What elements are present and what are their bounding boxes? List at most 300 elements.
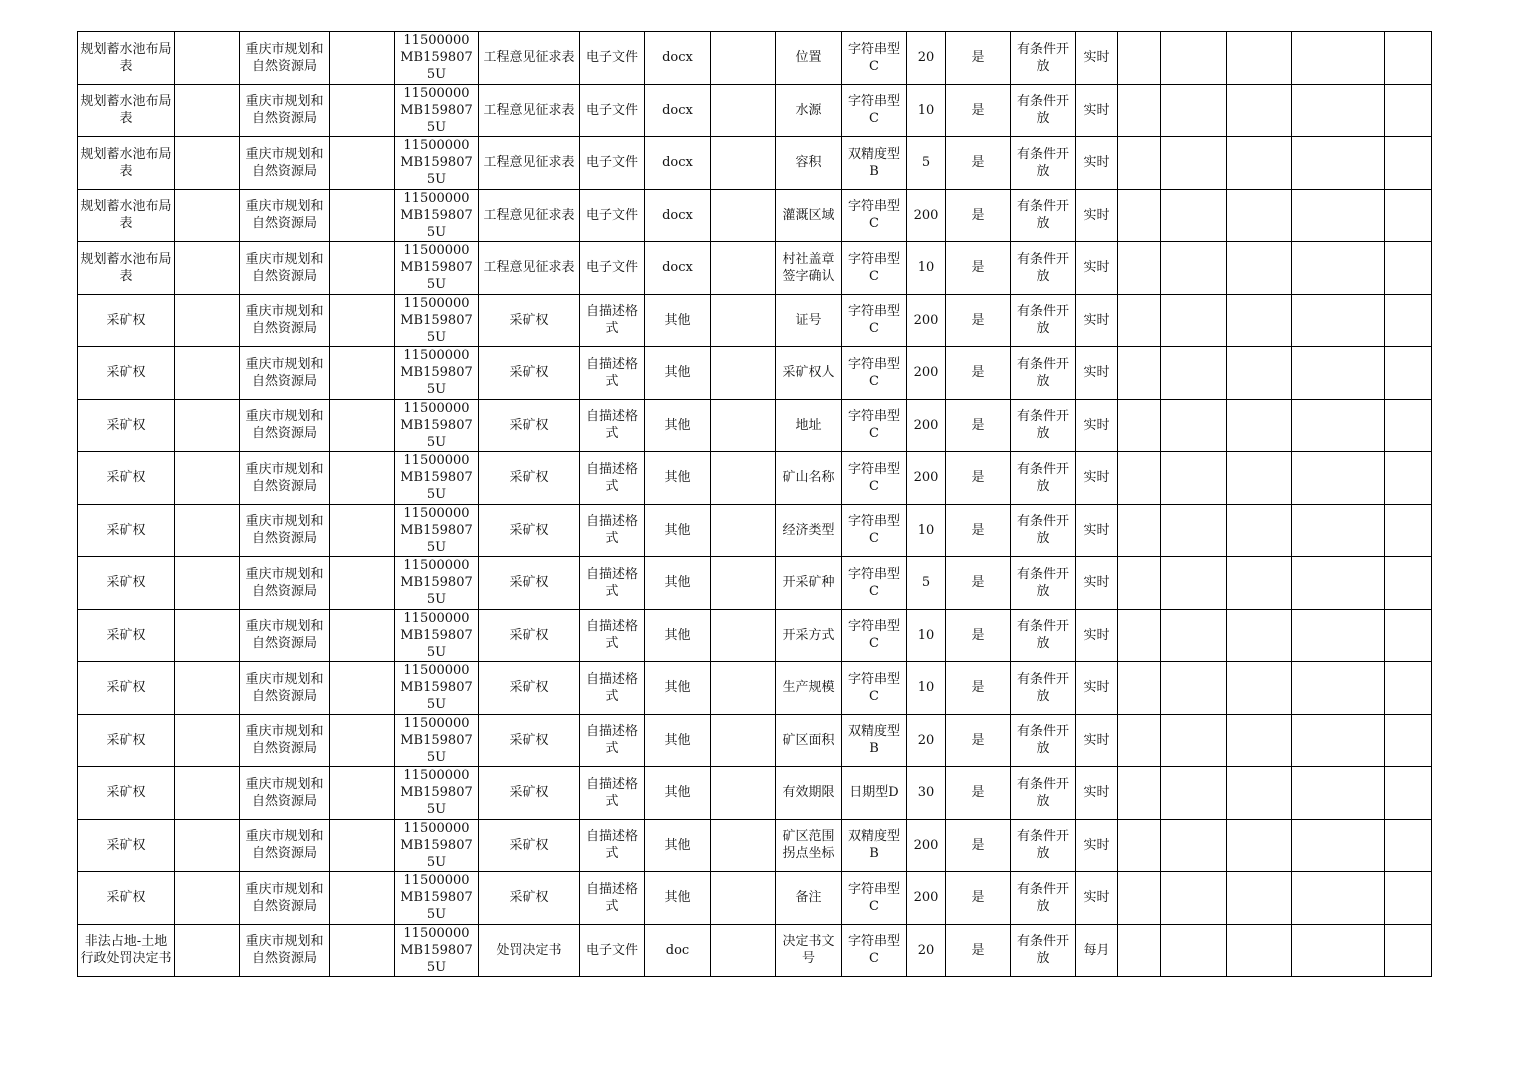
table-cell: 200 bbox=[907, 452, 946, 505]
table-cell bbox=[1227, 32, 1292, 85]
table-cell bbox=[1118, 872, 1161, 925]
table-row bbox=[78, 767, 1432, 820]
table-cell bbox=[1385, 714, 1432, 767]
table-cell bbox=[1385, 399, 1432, 452]
table-cell bbox=[1292, 452, 1385, 505]
table-cell: 采矿权 bbox=[479, 452, 580, 505]
table-cell bbox=[711, 452, 776, 505]
table-cell: 200 bbox=[907, 872, 946, 925]
table-cell bbox=[175, 819, 240, 872]
table-cell bbox=[1227, 189, 1292, 242]
table-cell bbox=[1118, 609, 1161, 662]
table-cell bbox=[1385, 819, 1432, 872]
table-cell: 采矿权 bbox=[479, 347, 580, 400]
table-cell bbox=[330, 242, 395, 295]
table-cell: 11500000MB1598075U bbox=[395, 504, 479, 557]
table-cell: docx bbox=[645, 32, 711, 85]
table-cell: 11500000MB1598075U bbox=[395, 347, 479, 400]
table-cell bbox=[1292, 399, 1385, 452]
table-cell bbox=[1161, 504, 1227, 557]
table-cell: 决定书文号 bbox=[776, 924, 842, 977]
table-cell bbox=[711, 294, 776, 347]
table-cell: 11500000MB1598075U bbox=[395, 714, 479, 767]
table-cell: 生产规模 bbox=[776, 662, 842, 715]
table-cell: 重庆市规划和自然资源局 bbox=[240, 609, 330, 662]
table-cell bbox=[330, 609, 395, 662]
table-cell bbox=[711, 399, 776, 452]
table-cell: 是 bbox=[946, 609, 1011, 662]
table-cell: 实时 bbox=[1076, 662, 1118, 715]
table-cell: 5 bbox=[907, 137, 946, 190]
table-cell: 重庆市规划和自然资源局 bbox=[240, 32, 330, 85]
table-cell bbox=[175, 294, 240, 347]
table-cell bbox=[1227, 347, 1292, 400]
table-cell: 实时 bbox=[1076, 819, 1118, 872]
table-cell bbox=[1292, 294, 1385, 347]
table-cell: 其他 bbox=[645, 819, 711, 872]
table-cell bbox=[1227, 504, 1292, 557]
table-cell bbox=[1227, 557, 1292, 610]
table-row bbox=[78, 714, 1432, 767]
table-cell bbox=[330, 504, 395, 557]
table-cell: 有条件开放 bbox=[1011, 294, 1076, 347]
table-cell: 每月 bbox=[1076, 924, 1118, 977]
table-cell bbox=[175, 347, 240, 400]
table-cell bbox=[1292, 714, 1385, 767]
table-cell bbox=[1118, 452, 1161, 505]
table-cell bbox=[1161, 84, 1227, 137]
table-cell: 重庆市规划和自然资源局 bbox=[240, 819, 330, 872]
table-cell: 采矿权 bbox=[479, 609, 580, 662]
table-cell bbox=[175, 84, 240, 137]
table-row bbox=[78, 609, 1432, 662]
table-cell: 重庆市规划和自然资源局 bbox=[240, 504, 330, 557]
table-row bbox=[78, 924, 1432, 977]
table-cell bbox=[175, 399, 240, 452]
table-cell bbox=[1292, 767, 1385, 820]
table-cell bbox=[1385, 924, 1432, 977]
table-cell bbox=[1385, 32, 1432, 85]
table-cell: 有条件开放 bbox=[1011, 137, 1076, 190]
table-cell: 电子文件 bbox=[580, 137, 645, 190]
table-cell: 11500000MB1598075U bbox=[395, 399, 479, 452]
table-cell bbox=[175, 137, 240, 190]
table-cell: 采矿权 bbox=[479, 294, 580, 347]
table-cell: 11500000MB1598075U bbox=[395, 924, 479, 977]
table-cell: 电子文件 bbox=[580, 84, 645, 137]
table-cell bbox=[711, 609, 776, 662]
table-cell bbox=[1227, 399, 1292, 452]
table-cell bbox=[1385, 662, 1432, 715]
table-cell bbox=[1161, 557, 1227, 610]
table-cell: 自描述格式 bbox=[580, 557, 645, 610]
table-cell: 开采方式 bbox=[776, 609, 842, 662]
table-cell bbox=[1292, 924, 1385, 977]
table-cell bbox=[175, 767, 240, 820]
table-cell: 有条件开放 bbox=[1011, 924, 1076, 977]
table-cell bbox=[175, 714, 240, 767]
table-cell: 自描述格式 bbox=[580, 767, 645, 820]
table-cell: 有条件开放 bbox=[1011, 609, 1076, 662]
table-cell: 重庆市规划和自然资源局 bbox=[240, 557, 330, 610]
table-cell bbox=[330, 767, 395, 820]
table-cell bbox=[330, 924, 395, 977]
table-cell: 11500000MB1598075U bbox=[395, 662, 479, 715]
table-cell: 5 bbox=[907, 557, 946, 610]
table-row bbox=[78, 557, 1432, 610]
table-cell: 实时 bbox=[1076, 504, 1118, 557]
table-cell bbox=[175, 662, 240, 715]
table-cell: 实时 bbox=[1076, 294, 1118, 347]
table-cell bbox=[1161, 242, 1227, 295]
table-cell: 字符串型C bbox=[842, 609, 907, 662]
table-cell bbox=[1292, 557, 1385, 610]
table-cell bbox=[711, 819, 776, 872]
table-cell bbox=[330, 189, 395, 242]
table-cell: 矿区范围拐点坐标 bbox=[776, 819, 842, 872]
table-cell bbox=[1161, 347, 1227, 400]
table-cell bbox=[1161, 924, 1227, 977]
table-cell bbox=[1227, 84, 1292, 137]
table-cell: 有条件开放 bbox=[1011, 504, 1076, 557]
table-cell: 有条件开放 bbox=[1011, 767, 1076, 820]
table-cell bbox=[330, 452, 395, 505]
table-cell: 200 bbox=[907, 189, 946, 242]
table-cell: 采矿权 bbox=[479, 399, 580, 452]
table-cell: 实时 bbox=[1076, 84, 1118, 137]
table-cell bbox=[711, 137, 776, 190]
table-cell bbox=[1118, 347, 1161, 400]
table-cell: 字符串型C bbox=[842, 84, 907, 137]
table-cell: 是 bbox=[946, 347, 1011, 400]
table-cell: 是 bbox=[946, 452, 1011, 505]
table-cell: 双精度型B bbox=[842, 137, 907, 190]
table-cell: 是 bbox=[946, 189, 1011, 242]
table-cell bbox=[1227, 662, 1292, 715]
table-cell bbox=[1161, 32, 1227, 85]
table-cell: 其他 bbox=[645, 767, 711, 820]
table-cell: 重庆市规划和自然资源局 bbox=[240, 452, 330, 505]
table-cell bbox=[1118, 242, 1161, 295]
table-cell: 双精度型B bbox=[842, 819, 907, 872]
table-cell: 实时 bbox=[1076, 452, 1118, 505]
table-cell bbox=[175, 557, 240, 610]
table-cell: 采矿权 bbox=[479, 767, 580, 820]
table-cell: 是 bbox=[946, 872, 1011, 925]
table-cell: 容积 bbox=[776, 137, 842, 190]
table-cell: 200 bbox=[907, 347, 946, 400]
table-cell: 自描述格式 bbox=[580, 609, 645, 662]
table-cell bbox=[711, 924, 776, 977]
table-cell: 字符串型C bbox=[842, 557, 907, 610]
table-cell: 是 bbox=[946, 924, 1011, 977]
table-cell bbox=[1292, 347, 1385, 400]
table-cell: 字符串型C bbox=[842, 294, 907, 347]
table-cell: 有条件开放 bbox=[1011, 32, 1076, 85]
table-cell: 采矿权 bbox=[78, 819, 175, 872]
table-cell: 实时 bbox=[1076, 242, 1118, 295]
table-cell: 自描述格式 bbox=[580, 347, 645, 400]
table-cell bbox=[330, 399, 395, 452]
table-cell bbox=[175, 32, 240, 85]
table-cell bbox=[1227, 924, 1292, 977]
table-cell bbox=[1161, 819, 1227, 872]
table-cell: 有条件开放 bbox=[1011, 872, 1076, 925]
table-cell: 规划蓄水池布局表 bbox=[78, 32, 175, 85]
table-cell: 其他 bbox=[645, 347, 711, 400]
table-cell: 200 bbox=[907, 399, 946, 452]
table-cell bbox=[1385, 137, 1432, 190]
table-cell bbox=[1227, 242, 1292, 295]
table-cell: 采矿权 bbox=[78, 872, 175, 925]
table-cell: 10 bbox=[907, 609, 946, 662]
table-cell bbox=[330, 32, 395, 85]
table-cell: 有条件开放 bbox=[1011, 242, 1076, 295]
table-cell: 工程意见征求表 bbox=[479, 32, 580, 85]
table-cell bbox=[1161, 452, 1227, 505]
table-cell: 采矿权 bbox=[78, 504, 175, 557]
table-cell: 重庆市规划和自然资源局 bbox=[240, 662, 330, 715]
table-cell bbox=[711, 557, 776, 610]
table-cell: 备注 bbox=[776, 872, 842, 925]
table-cell: 是 bbox=[946, 294, 1011, 347]
table-cell bbox=[711, 714, 776, 767]
table-cell: 灌溉区域 bbox=[776, 189, 842, 242]
table-cell bbox=[1118, 189, 1161, 242]
table-cell bbox=[711, 242, 776, 295]
table-cell bbox=[1292, 662, 1385, 715]
table-cell bbox=[1118, 137, 1161, 190]
table-cell: 村社盖章签字确认 bbox=[776, 242, 842, 295]
table-cell bbox=[1385, 504, 1432, 557]
table-cell bbox=[1227, 609, 1292, 662]
table-cell bbox=[1385, 557, 1432, 610]
table-cell bbox=[711, 872, 776, 925]
table-cell: 矿区面积 bbox=[776, 714, 842, 767]
table-cell: 重庆市规划和自然资源局 bbox=[240, 242, 330, 295]
table-row bbox=[78, 137, 1432, 190]
table-cell: 有条件开放 bbox=[1011, 714, 1076, 767]
table-cell: 重庆市规划和自然资源局 bbox=[240, 347, 330, 400]
table-cell: 其他 bbox=[645, 294, 711, 347]
table-cell: 字符串型C bbox=[842, 504, 907, 557]
table-cell: 自描述格式 bbox=[580, 452, 645, 505]
table-cell: 是 bbox=[946, 714, 1011, 767]
table-cell bbox=[1118, 399, 1161, 452]
table-cell bbox=[1385, 294, 1432, 347]
table-cell: 实时 bbox=[1076, 189, 1118, 242]
table-cell: 是 bbox=[946, 137, 1011, 190]
table-cell: 字符串型C bbox=[842, 189, 907, 242]
table-cell: 有条件开放 bbox=[1011, 399, 1076, 452]
table-cell: 双精度型B bbox=[842, 714, 907, 767]
table-cell bbox=[1292, 609, 1385, 662]
table-cell: 11500000MB1598075U bbox=[395, 452, 479, 505]
table-cell: 电子文件 bbox=[580, 924, 645, 977]
table-cell: 重庆市规划和自然资源局 bbox=[240, 189, 330, 242]
table-cell bbox=[1118, 819, 1161, 872]
table-cell: 11500000MB1598075U bbox=[395, 819, 479, 872]
table-cell bbox=[330, 819, 395, 872]
table-cell bbox=[1292, 819, 1385, 872]
table-cell bbox=[1385, 189, 1432, 242]
table-cell: 有条件开放 bbox=[1011, 189, 1076, 242]
table-cell: 是 bbox=[946, 32, 1011, 85]
table-cell bbox=[1161, 137, 1227, 190]
table-cell: 自描述格式 bbox=[580, 662, 645, 715]
table-cell: 重庆市规划和自然资源局 bbox=[240, 137, 330, 190]
table-cell bbox=[330, 872, 395, 925]
table-cell bbox=[1118, 84, 1161, 137]
table-body bbox=[78, 32, 1432, 977]
table-cell: 有效期限 bbox=[776, 767, 842, 820]
table-cell: 有条件开放 bbox=[1011, 557, 1076, 610]
table-row bbox=[78, 294, 1432, 347]
table-cell bbox=[330, 294, 395, 347]
table-cell bbox=[330, 714, 395, 767]
table-cell bbox=[1227, 137, 1292, 190]
table-cell bbox=[1292, 32, 1385, 85]
table-cell bbox=[175, 504, 240, 557]
table-cell: 11500000MB1598075U bbox=[395, 609, 479, 662]
table-cell bbox=[1118, 504, 1161, 557]
table-cell: 采矿权 bbox=[479, 819, 580, 872]
table-cell bbox=[711, 767, 776, 820]
table-cell bbox=[1385, 872, 1432, 925]
table-cell: 采矿权 bbox=[479, 557, 580, 610]
table-cell: 证号 bbox=[776, 294, 842, 347]
table-row bbox=[78, 872, 1432, 925]
table-cell: 自描述格式 bbox=[580, 714, 645, 767]
table-cell: 重庆市规划和自然资源局 bbox=[240, 84, 330, 137]
table-cell bbox=[1161, 714, 1227, 767]
table-cell: 其他 bbox=[645, 872, 711, 925]
table-cell: 10 bbox=[907, 662, 946, 715]
table-cell: 是 bbox=[946, 819, 1011, 872]
table-cell: 电子文件 bbox=[580, 189, 645, 242]
table-cell: 工程意见征求表 bbox=[479, 189, 580, 242]
table-cell: 重庆市规划和自然资源局 bbox=[240, 872, 330, 925]
table-cell bbox=[1385, 84, 1432, 137]
table-cell bbox=[711, 84, 776, 137]
table-cell: 实时 bbox=[1076, 557, 1118, 610]
table-cell bbox=[1385, 452, 1432, 505]
table-cell: 有条件开放 bbox=[1011, 662, 1076, 715]
table-cell bbox=[175, 242, 240, 295]
table-cell: 采矿权 bbox=[479, 714, 580, 767]
table-cell: doc bbox=[645, 924, 711, 977]
table-cell: 自描述格式 bbox=[580, 504, 645, 557]
table-cell: 实时 bbox=[1076, 137, 1118, 190]
table-cell bbox=[1118, 714, 1161, 767]
table-row bbox=[78, 504, 1432, 557]
table-cell: 采矿权 bbox=[78, 557, 175, 610]
table-row bbox=[78, 347, 1432, 400]
table-cell: 实时 bbox=[1076, 347, 1118, 400]
table-cell: 有条件开放 bbox=[1011, 84, 1076, 137]
table-cell bbox=[1227, 767, 1292, 820]
table-cell: 字符串型C bbox=[842, 452, 907, 505]
table-cell: 其他 bbox=[645, 714, 711, 767]
table-cell: 重庆市规划和自然资源局 bbox=[240, 767, 330, 820]
table-cell bbox=[330, 84, 395, 137]
table-cell bbox=[175, 189, 240, 242]
table-cell bbox=[1385, 767, 1432, 820]
table-cell: 有条件开放 bbox=[1011, 452, 1076, 505]
table-cell: 规划蓄水池布局表 bbox=[78, 84, 175, 137]
table-cell bbox=[175, 924, 240, 977]
table-cell: 200 bbox=[907, 294, 946, 347]
table-cell bbox=[330, 557, 395, 610]
table-cell: 20 bbox=[907, 714, 946, 767]
table-cell bbox=[1292, 504, 1385, 557]
table-cell bbox=[1385, 347, 1432, 400]
table-cell: 实时 bbox=[1076, 767, 1118, 820]
table-cell bbox=[1161, 662, 1227, 715]
table-cell: 其他 bbox=[645, 452, 711, 505]
table-cell: 采矿权 bbox=[479, 872, 580, 925]
table-cell: 有条件开放 bbox=[1011, 347, 1076, 400]
table-cell: 字符串型C bbox=[842, 662, 907, 715]
table-cell: 实时 bbox=[1076, 872, 1118, 925]
table-cell: 200 bbox=[907, 819, 946, 872]
table-cell: 采矿权 bbox=[479, 662, 580, 715]
table-cell: 重庆市规划和自然资源局 bbox=[240, 924, 330, 977]
table-cell bbox=[1118, 924, 1161, 977]
table-cell: 是 bbox=[946, 767, 1011, 820]
table-cell: 水源 bbox=[776, 84, 842, 137]
table-cell: 自描述格式 bbox=[580, 872, 645, 925]
table-cell: 采矿权 bbox=[78, 609, 175, 662]
table-row bbox=[78, 662, 1432, 715]
table-cell: 11500000MB1598075U bbox=[395, 137, 479, 190]
table-row bbox=[78, 452, 1432, 505]
table-cell: 地址 bbox=[776, 399, 842, 452]
table-cell: 字符串型C bbox=[842, 347, 907, 400]
table-row bbox=[78, 84, 1432, 137]
table-cell: 规划蓄水池布局表 bbox=[78, 242, 175, 295]
table-cell: 采矿权 bbox=[78, 714, 175, 767]
table-cell bbox=[175, 872, 240, 925]
table-cell: docx bbox=[645, 84, 711, 137]
table-cell: 10 bbox=[907, 504, 946, 557]
table-cell bbox=[711, 662, 776, 715]
table-cell: 重庆市规划和自然资源局 bbox=[240, 714, 330, 767]
table-cell: 实时 bbox=[1076, 32, 1118, 85]
table-cell: 10 bbox=[907, 84, 946, 137]
table-cell: 处罚决定书 bbox=[479, 924, 580, 977]
table-cell bbox=[1118, 32, 1161, 85]
table-cell: 11500000MB1598075U bbox=[395, 872, 479, 925]
table-cell: 30 bbox=[907, 767, 946, 820]
table-row bbox=[78, 242, 1432, 295]
table-cell: 开采矿种 bbox=[776, 557, 842, 610]
table-cell: 是 bbox=[946, 662, 1011, 715]
table-cell: 有条件开放 bbox=[1011, 819, 1076, 872]
table-cell: 20 bbox=[907, 924, 946, 977]
table-cell bbox=[330, 347, 395, 400]
table-cell: 规划蓄水池布局表 bbox=[78, 189, 175, 242]
table-cell: 采矿权 bbox=[78, 294, 175, 347]
table-cell: 位置 bbox=[776, 32, 842, 85]
table-row bbox=[78, 819, 1432, 872]
data-table bbox=[77, 31, 1432, 977]
table-cell: 实时 bbox=[1076, 399, 1118, 452]
table-cell: 字符串型C bbox=[842, 242, 907, 295]
table-cell bbox=[1227, 294, 1292, 347]
table-cell bbox=[1118, 662, 1161, 715]
table-cell: 11500000MB1598075U bbox=[395, 557, 479, 610]
